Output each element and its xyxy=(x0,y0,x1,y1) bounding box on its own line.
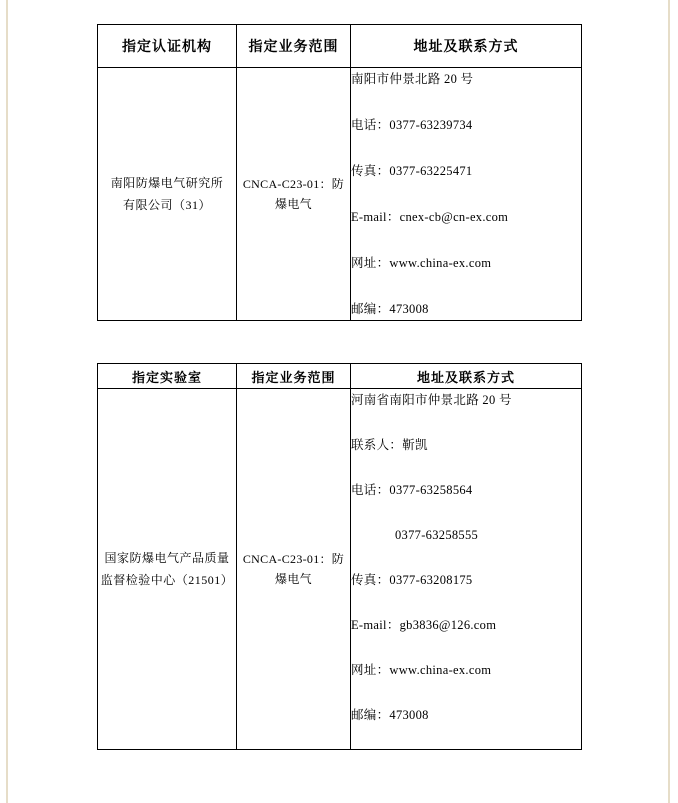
header-cell-laboratory: 指定实验室 xyxy=(98,364,237,389)
contact-line-website: 网址：www.china-ex.com xyxy=(351,256,492,270)
cell-address-contact xyxy=(351,389,582,750)
contact-line-address: 河南省南阳市仲景北路 20 号 xyxy=(351,393,512,407)
left-margin-rule xyxy=(6,0,8,803)
contact-line-phone: 电话：0377-63239734 xyxy=(351,118,473,132)
cell-address-contact xyxy=(351,68,582,321)
table-row xyxy=(98,68,582,321)
cell-organization-name xyxy=(98,68,237,321)
certification-body-table xyxy=(97,24,582,321)
contact-line-postcode: 邮编：473008 xyxy=(351,708,429,722)
contact-line-person: 联系人：靳凯 xyxy=(351,438,428,452)
designated-laboratory-table xyxy=(97,363,582,750)
cell-business-scope: CNCA-C23-01：防爆电气 xyxy=(237,389,351,750)
header-cell-scope: 指定业务范围 xyxy=(237,25,351,68)
contact-line-phone: 电话：0377-63258564 xyxy=(351,483,473,497)
table-row xyxy=(98,389,582,750)
organization-line-2: 有限公司（31） xyxy=(122,198,211,212)
contact-line-address: 南阳市仲景北路 20 号 xyxy=(351,72,474,86)
header-cell-organization: 指定认证机构 xyxy=(98,25,237,68)
contact-line-phone-secondary: 0377-63258555 xyxy=(395,528,479,542)
header-cell-contact: 地址及联系方式 xyxy=(351,25,582,68)
laboratory-line-2: 监督检验中心（21501） xyxy=(100,573,234,587)
contact-line-fax: 传真：0377-63225471 xyxy=(351,164,473,178)
tables-container xyxy=(97,24,581,750)
laboratory-line-1: 国家防爆电气产品质量 xyxy=(104,551,230,565)
contact-line-postcode: 邮编：473008 xyxy=(351,302,429,316)
contact-line-email: E-mail：gb3836@126.com xyxy=(351,618,497,632)
contact-line-fax: 传真：0377-63208175 xyxy=(351,573,473,587)
header-cell-contact: 地址及联系方式 xyxy=(351,364,582,389)
cell-business-scope: CNCA-C23-01：防爆电气 xyxy=(237,68,351,321)
contact-line-email: E-mail：cnex-cb@cn-ex.com xyxy=(351,210,509,224)
right-margin-rule xyxy=(668,0,670,803)
table-header-row xyxy=(98,25,582,68)
table-header-row xyxy=(98,364,582,389)
organization-line-1: 南阳防爆电气研究所 xyxy=(110,176,224,190)
header-cell-scope: 指定业务范围 xyxy=(237,364,351,389)
contact-line-website: 网址：www.china-ex.com xyxy=(351,663,492,677)
cell-laboratory-name xyxy=(98,389,237,750)
table-gap xyxy=(97,321,581,363)
